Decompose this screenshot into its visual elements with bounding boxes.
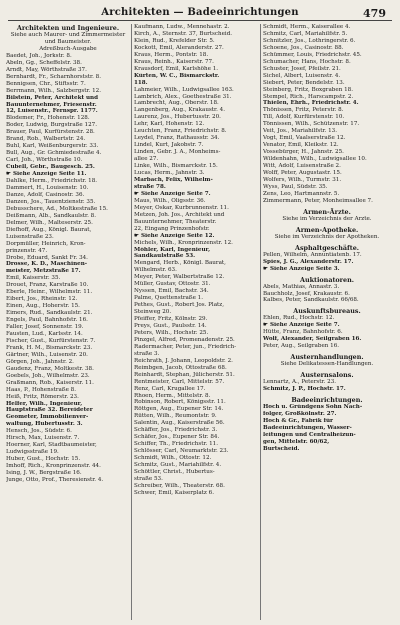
directory-entry: Huber, Gust., Hochstr. 15.: [6, 456, 81, 463]
directory-entry: Boder, Ludwig, Burgstraße 127.: [6, 122, 97, 129]
directory-entry: Siehe im Verzeichnis der Apotheken.: [274, 233, 380, 240]
directory-entry: Rhoen, Herm., Mittelstr. 8.: [134, 392, 211, 399]
directory-entry: Wildenhahn, Wilh., Ludwigsallee 10.: [263, 156, 367, 163]
directory-entry: ☛ Siehe Anzeige Seite 12.: [134, 232, 215, 239]
directory-entry: Abels, Mathias, Annastr. 3.: [263, 283, 340, 290]
directory-entry: Drouet, Franz, Karstraße 10.: [6, 282, 89, 289]
directory-entry: Bauunternehmer, Friesenstr.: [6, 101, 97, 108]
directory-entry: prinzenstr. 47.: [6, 247, 48, 254]
directory-entry: Leuchten, Franz, Friedrichstr. 8.: [134, 128, 227, 135]
directory-entry: Nyssen, Emil, Bachstr. 34.: [134, 288, 209, 295]
directory-entry: straße 53.: [134, 475, 163, 482]
directory-entry: Siehe im Verzeichnis der Ärzte.: [282, 215, 372, 222]
directory-entry: Zens, Leo, Hartmannstr. 5.: [263, 190, 340, 197]
directory-entry: Drobe, Eduard, Sankt Fr. 34.: [6, 254, 88, 261]
directory-entry: Peters, Wilh., Hochstr. 25.: [134, 329, 209, 336]
directory-entry: Reichrath, J. Johann, Leopoldstr. 2.: [134, 357, 233, 364]
directory-entry: Bilstein, Peter, Architekt und: [6, 94, 99, 101]
directory-entry: Drosse, K. D., Maschinen-: [6, 261, 88, 268]
directory-entry: Diefhoff, Aug., Königl. Baurat,: [6, 226, 92, 233]
directory-entry: Danze, Adolf, Casinostr. 36.: [6, 191, 85, 198]
directory-entry: Maus, Wilh., Oligsstr. 36.: [134, 197, 206, 204]
directory-entry: Schöttler, Christ., Hubertus-: [134, 469, 215, 475]
directory-entry: Bull, Aug., Gr. Gchmiedestraße 4.: [6, 150, 102, 157]
directory-entry: Wolff, Peter, Augustastr. 15.: [263, 170, 342, 177]
directory-entry: Schmitz, Carl, Mariahilfstr. 5.: [263, 30, 348, 37]
directory-entry: Peter, Aug., Seilgraben 16.: [263, 343, 340, 350]
directory-entry: allee 27.: [134, 156, 159, 163]
directory-entry: Hauptstraße 32. Bereideter: [6, 407, 93, 414]
directory-entry: Graßmann, Rob., Kaiserstr. 11.: [6, 379, 94, 386]
directory-entry: Siebert, Peter, Bendelstr. 13.: [263, 79, 345, 86]
directory-entry: Steinberg, Fritz, Boxgraben 18.: [263, 86, 353, 93]
directory-entry: Ehlen, Rud., Hochstr. 12.: [263, 315, 335, 322]
directory-entry: Schuster, Josef, Pfeilstr. 21.: [263, 65, 341, 72]
running-title: Architekten — Badeeinrichtungen: [101, 7, 299, 18]
directory-entry: Stempel, Rich., Harscampstr. 2.: [263, 93, 354, 100]
column-2: [134, 24, 258, 620]
directory-entry: Klein, Rud., Krefelder Str. 5.: [134, 37, 215, 44]
directory-entry: folger, Großkölnstr. 27.: [263, 410, 337, 417]
directory-entry: Abeln, Gg., Scheffelstr. 38.: [6, 59, 82, 66]
directory-entry: Dorpmüller, Heinrich, Kron-: [6, 240, 86, 247]
column-1: [6, 24, 130, 620]
directory-entry: Radermacher, Peter, jun., Friedrich-: [134, 343, 237, 350]
directory-entry: Junge, Otto, Prof., Theresienstr. 4.: [6, 477, 104, 483]
column-divider: [131, 24, 132, 620]
directory-entry: Laurenz, Jos., Hubertusstr. 20.: [134, 114, 221, 121]
directory-entry: Reinhardt, Stephan, Jülicherstr. 51.: [134, 371, 235, 378]
directory-entry: Thönissen, Fritz, Peterstr. 8.: [263, 107, 344, 114]
directory-entry: Langenberg, Aug., Krakaustr. 4.: [134, 107, 225, 114]
directory-entry: Lehr, Karl, Hohenstr. 12.: [134, 121, 205, 128]
directory-entry: Witt, Adolf, Luisenstraße 2.: [263, 163, 341, 170]
directory-entry: Schreiber, Wilh., Theaterstr. 68.: [134, 482, 225, 489]
directory-entry: Danzen, Jos., Tauentzienstr. 35.: [6, 198, 96, 205]
directory-entry: Hoch & Gr., Fabrik für: [263, 417, 334, 424]
directory-entry: Pfeiffer, Fritz, Kölnstr. 29.: [134, 316, 208, 323]
directory-entry: Carl, Joh., Wörthstraße 10.: [6, 157, 83, 164]
directory-entry: Eibert, Jos., Rheinstr. 12.: [6, 296, 78, 303]
directory-entry: Hoerner, Karl, Stadtbaumeister,: [6, 442, 97, 449]
directory-entry: Burtscheid.: [263, 445, 300, 452]
directory-entry: Schnitzler, Jos., Lothringerstr. 6.: [263, 37, 356, 44]
directory-entry: meister, Metzstraße 17.: [6, 268, 81, 275]
directory-entry: Gärtner, Wilh., Luisenstr. 20.: [6, 351, 88, 358]
directory-entry: Lambrich, Alex., Goethestraße 31.: [134, 93, 232, 100]
directory-entry: waltung, Hubertusstr. 3.: [6, 421, 83, 428]
directory-entry: Hütte, Franz, Bahnhofstr. 6.: [263, 329, 343, 336]
directory-entry: Kockott, Emil, Aleranderstr. 27.: [134, 44, 224, 51]
directory-entry: Wilhelmstr. 63.: [134, 267, 177, 274]
directory-entry: Schmitz, Gust., Mariahilfstr. 4.: [134, 462, 222, 469]
directory-entry: Schwer, Emil, Kaiserplatz 6.: [134, 489, 214, 496]
directory-entry: Leydel, Franz, Rathausstr. 34.: [134, 135, 220, 142]
directory-entry: Schäffer, Jos., Friedrichstr. 3.: [134, 427, 218, 434]
section-heading: Armen-Apotheke.: [295, 225, 359, 234]
directory-entry: Kraus, Herm., Pontstr. 18.: [134, 51, 209, 58]
directory-entry: Preys, Gust., Paulsstr. 14.: [134, 322, 207, 329]
directory-entry: 22, Eingang Prinzenhofstr.: [134, 225, 210, 232]
section-heading: Auktionatoren.: [300, 275, 354, 284]
directory-entry: Möhler, Karl, Ingenieur,: [134, 246, 211, 253]
directory-entry: Kalbes, Peter, Sandkaulstr. 66/68.: [263, 297, 359, 304]
directory-entry: Salentin, Aug., Kaiserstraße 56.: [134, 420, 225, 427]
directory-entry: Venator, Emil, Kleikstr. 12.: [263, 142, 339, 149]
directory-entry: Deißmann, Alb., Sandkaulstr. 8.: [6, 212, 97, 219]
directory-entry: Linden, Gebr. J. A., Monheims-: [134, 149, 221, 156]
directory-entry: Pethes, Gust., Robert Jos. Platz,: [134, 302, 225, 309]
directory-entry: Arndt, May, Wörthstraße 37.: [6, 66, 87, 73]
directory-entry: Siehe auch Maurer- und Zimmermeister: [10, 32, 126, 38]
directory-entry: Marbach, Felix, Wilhelm-: [134, 176, 213, 183]
directory-entry: Hirsch, Max, Luisenstr. 7.: [6, 435, 80, 442]
directory-entry: Vossebürger, H., Jahnstr. 25.: [263, 149, 344, 156]
directory-entry: Sandkaulstraße 53.: [134, 253, 196, 260]
directory-entry: Goebels, Joh., Wilhelmstr. 23.: [6, 372, 90, 379]
directory-entry: und Baumeister.: [44, 38, 92, 45]
directory-entry: Müller, Gustav, Ottostr. 31.: [134, 281, 211, 288]
directory-entry: Schoene, Jos., Casinostr. 88.: [263, 44, 344, 51]
directory-entry: Hoch u. Gründgens Sohn Nach-: [263, 404, 363, 411]
directory-entry: Krausdorf, Emil, Karlshöhe 1.: [134, 65, 219, 72]
directory-entry: Ising, J. W., Bergstraße 16.: [6, 470, 82, 477]
directory-entry: Delmer, Wilh., Malteserstr. 25.: [6, 219, 93, 226]
directory-entry: Lennartz, A., Peterstr. 23.: [263, 379, 337, 386]
directory-entry: Siehe Delikatessen-Handlungen.: [280, 361, 374, 368]
directory-entry: Lindel, Kurt, Jakobstr. 7.: [134, 142, 204, 149]
directory-entry: Rentmeister, Carl, Mittelstr. 57.: [134, 378, 225, 385]
directory-entry: Vogt, Emil, Vaalserstraße 12.: [263, 135, 346, 142]
directory-entry: Kirch, A., Sternstr. 37, Burtscheid.: [134, 30, 233, 37]
directory-entry: 12, Luisenstr., Fernspr. 1177.: [6, 108, 98, 115]
directory-entry: Dahlke, Herm., Friedrichstr. 18.: [6, 178, 98, 185]
directory-entry: Fischer, Gust., Kurfürstenstr. 7.: [6, 337, 96, 344]
directory-entry: Bernhardt, Fr., Scharnhorststr. 8.: [6, 73, 101, 80]
directory-entry: Sichel, Albert, Luisenstr. 4.: [263, 72, 341, 79]
directory-entry: Engels, Paul, Bahnhofstr. 16.: [6, 317, 88, 324]
directory-entry: Heiß, Fritz, Römerstr. 23.: [6, 393, 79, 400]
section-heading: Armen-Ärzte.: [303, 207, 351, 216]
directory-entry: Michels, Wilh., Kronprinzenstr. 12.: [134, 239, 233, 246]
directory-entry: Cubell, Gebr., Baugesch. 25.: [6, 164, 95, 171]
directory-entry: Schumacher, Hans, Hochstr. 8.: [263, 58, 351, 65]
directory-entry: Rütten, Wilh., Reumontstr. 9.: [134, 413, 217, 420]
directory-entry: Spies, J. G., Alexanderstr. 17.: [263, 258, 354, 265]
directory-entry: straße 78.: [134, 183, 166, 190]
directory-entry: Reimbgen, Jacob, Ottostraße 68.: [134, 364, 227, 371]
directory-entry: Görgen, Joh., Jahnstr. 2.: [6, 358, 74, 365]
directory-entry: Wolfers, Wilh., Turmstr. 31.: [263, 176, 342, 183]
directory-entry: Geometer, Immobilienver-: [6, 414, 89, 421]
directory-entry: Metzen, Joh. Jos., Architekt und: [134, 211, 225, 218]
directory-entry: Kraus, Reinh., Kaiserstr. 77.: [134, 58, 214, 65]
page-number: 479: [363, 7, 386, 20]
directory-entry: Meyer, Oskar, Kurbrunnenstr. 11.: [134, 204, 229, 211]
directory-entry: Linke, Wilh., Bismarckstr. 15.: [134, 163, 218, 170]
directory-entry: Kaufmann, Ludw., Mennehastr. 2.: [134, 24, 230, 30]
section-heading: Auskunftsbureaus.: [293, 307, 361, 316]
directory-entry: Lucas, Herm., Jahnstr. 3.: [134, 170, 205, 177]
directory-entry: Schümmer, Louis, Friedrichstr. 45.: [263, 51, 362, 58]
directory-entry: Steinweg 20.: [134, 309, 172, 316]
directory-entry: Luisenstraße 23.: [6, 233, 54, 240]
directory-entry: Helfer, Wilh., Ingenieur,: [6, 400, 83, 407]
header-rule: [8, 20, 392, 21]
directory-entry: Wolf, Alexander, Seilgraben 16.: [263, 336, 362, 343]
directory-entry: Faller, Josef, Sonnenstr. 19.: [6, 324, 84, 331]
directory-entry: 118.: [134, 79, 148, 86]
directory-entry: Adreßbuch-Ausgabe: [39, 45, 97, 52]
directory-entry: ☛ Siehe Anzeige Seite 7.: [263, 322, 340, 329]
directory-entry: Lahmeier, Wilh., Ludwigsallee 163.: [134, 86, 234, 93]
directory-entry: Baedet, Joh., Jorkstr. 8.: [6, 52, 72, 59]
directory-entry: Badeeinrichtungen, Wasser-: [263, 424, 352, 431]
directory-entry: Hensch, Jos., Südstr. 6.: [6, 428, 72, 435]
directory-entry: Schlösser, Carl, Neumarktstr. 23.: [134, 448, 229, 455]
directory-entry: Schmitz, J. P., Hochstr. 17.: [263, 386, 346, 393]
directory-entry: Brauer, Paul, Kurfürstenstr. 28.: [6, 129, 95, 136]
directory-entry: Brand, Rob., Walbertstr. 24.: [6, 136, 86, 143]
directory-entry: Veit, Jos., Mariahilfstr. 13.: [263, 128, 337, 135]
section-heading: Asphaltgeschäfte.: [295, 243, 359, 252]
directory-entry: ☛ Siehe Anzeige Seite 7.: [134, 190, 211, 197]
section-heading: Architekten und Ingenieure.: [16, 24, 120, 32]
directory-entry: Imhoff, Rich., Kronprinzenstr. 44.: [6, 463, 101, 470]
directory-entry: Renz, Carl, Krugallee 17.: [134, 385, 206, 392]
directory-entry: Thielen, Ehrh., Friedrichstr. 4.: [263, 100, 359, 107]
column-3: [263, 24, 391, 620]
directory-entry: Palme, Quettenstraße 1.: [134, 295, 204, 302]
directory-entry: Schäfer, Jos., Eupener Str. 84.: [134, 434, 220, 441]
directory-entry: Eimers, Rud., Sandkaulstr. 21.: [6, 310, 93, 317]
directory-entry: Dammert, H., Louisenstr. 10.: [6, 184, 89, 191]
section-heading: Austernhandlungen.: [290, 353, 364, 362]
directory-entry: Frank, H. M., Bismarckstr. 23.: [6, 344, 93, 351]
directory-entry: Schiffer, Th., Friedrichstr. 11.: [134, 441, 218, 448]
directory-entry: gen, Mittelstr. 60/62,: [263, 438, 330, 445]
directory-entry: Röttgen, Aug., Eupener Str. 14.: [134, 406, 224, 413]
directory-entry: Blodemer, Fr., Hohenstr. 128.: [6, 115, 90, 122]
directory-entry: Mengard, Herb., Königl. Baurat,: [134, 260, 226, 267]
directory-entry: Pellen, Wilhelm, Annuntiatenb. 17.: [263, 251, 362, 258]
directory-entry: Fausten, Lud., Karlsstr. 14.: [6, 330, 83, 337]
directory-entry: Kürten, W. C., Bismarckstr.: [134, 72, 220, 79]
directory-entry: ☛ Siehe Anzeige Seite 11.: [6, 171, 87, 178]
directory-entry: Ludwigsstraße 19.: [6, 449, 59, 456]
directory-entry: Lambrecht, Aug., Oberstr. 18.: [134, 100, 219, 107]
column-divider: [260, 24, 261, 620]
directory-entry: leitungen und Centralheizun-: [263, 431, 356, 438]
directory-entry: Pinzgel, Alfred, Promenadenstr. 25.: [134, 336, 235, 343]
directory-entry: Einen, Aug., Hoherstr. 15.: [6, 303, 80, 310]
directory-entry: Berrmann, Wilh., Salzbergstr. 12.: [6, 87, 102, 94]
directory-entry: Meyer, Peter, Walbertstraße 12.: [134, 274, 225, 281]
directory-entry: Bauunternehmer, Theaterstr.: [134, 218, 217, 225]
directory-entry: Till, Adolf, Kurfürstenstr. 10.: [263, 114, 345, 121]
directory-entry: Emil, Kaiserstr. 35.: [6, 275, 61, 282]
directory-entry: Robinson, Robert, Königsstr. 11.: [134, 399, 226, 406]
directory-entry: Bauchholz, Josef, Krakaustr. 6.: [263, 290, 350, 297]
section-heading: Badeeinrichtungen.: [291, 396, 363, 405]
directory-entry: straße 3.: [134, 350, 160, 357]
directory-entry: Schmidt, Herm., Kaiserallee 4.: [263, 24, 351, 30]
directory-entry: Wyss, Paul, Südstr. 35.: [263, 183, 328, 190]
directory-entry: Zimmermann, Peter, Monheimsallee 7.: [263, 197, 373, 204]
directory-entry: Haas, P., Hohenstraße 8.: [6, 386, 76, 393]
directory-entry: Eberle, Heinr., Wilhelmstr. 11.: [6, 289, 93, 296]
directory-entry: Buhl, Karl, Weißenburgerstr. 33.: [6, 143, 99, 150]
directory-entry: Schmidt, Wilh., Ottostr. 12.: [134, 455, 212, 462]
section-heading: Austernsalons.: [300, 371, 354, 380]
directory-entry: Gaudenz, Franz, Moltkestr. 38.: [6, 365, 94, 372]
directory-entry: Debusschere, Ad., Moltkestraße 15.: [6, 205, 108, 212]
directory-entry: ☛ Siehe Anzeige Seite 3.: [263, 265, 340, 272]
directory-entry: Bennigsen, Chr., Stiftsstr. 7.: [6, 80, 86, 87]
directory-entry: Tönnissen, Wilh., Schützenstr. 17.: [263, 121, 360, 128]
